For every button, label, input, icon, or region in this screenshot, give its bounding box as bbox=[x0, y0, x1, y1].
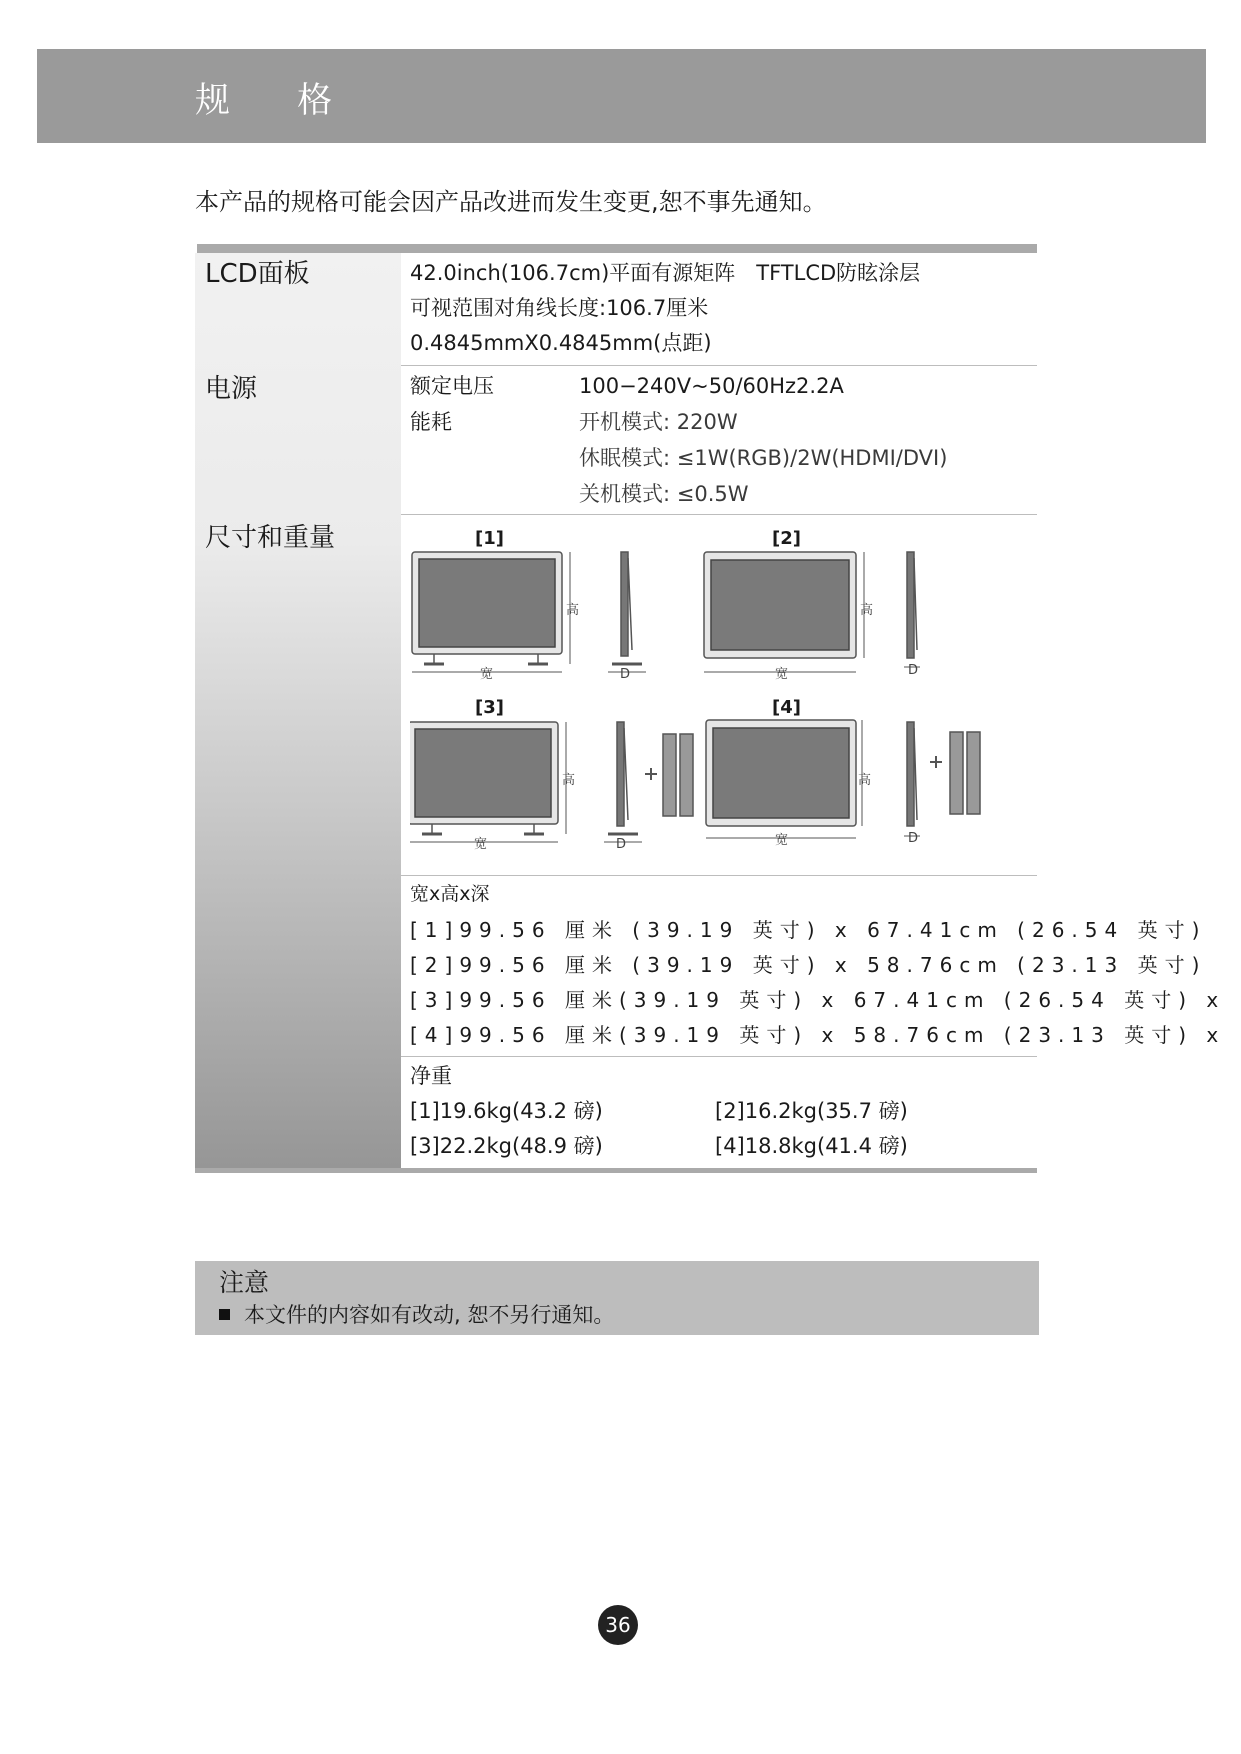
diagram-width-label-6: 宽 bbox=[474, 837, 488, 852]
spec-top-border bbox=[197, 244, 1037, 253]
bullet-icon bbox=[219, 1309, 230, 1320]
weight-1: [1]19.6kg(43.2 磅) bbox=[410, 1099, 603, 1123]
on-mode: 开机模式: 220W bbox=[579, 410, 738, 434]
power-label: 电源 bbox=[205, 374, 258, 404]
dims-row-3: [3]99.56 厘米(39.19 英寸) x 67.41cm (26.54 英寸) x bbox=[410, 988, 1226, 1012]
weight-4: [4]18.8kg(41.4 磅) bbox=[715, 1134, 908, 1158]
divider-power bbox=[401, 514, 1037, 515]
diagram-2-label: [2] bbox=[772, 528, 801, 549]
diagram-3-label: [3] bbox=[475, 697, 504, 718]
diagram-height-label-10: 高 bbox=[858, 773, 872, 788]
diagram-depth-label-11: D bbox=[908, 831, 919, 846]
diagram-height-label-1: 高 bbox=[566, 603, 580, 618]
consumption-label: 能耗 bbox=[410, 410, 452, 434]
lcd-label: LCD面板 bbox=[205, 259, 310, 289]
spec-bottom-border bbox=[195, 1168, 1037, 1173]
spec-table bbox=[195, 244, 1226, 1174]
diagram-height-label-4: 高 bbox=[860, 603, 874, 618]
divider-dims bbox=[401, 1056, 1037, 1057]
off-mode: 关机模式: ≤0.5W bbox=[579, 482, 749, 506]
weight-header: 净重 bbox=[410, 1064, 452, 1088]
dims-header: 宽x高x深 bbox=[410, 883, 490, 905]
note-text: 本文件的内容如有改动, 恕不另行通知。 bbox=[244, 1303, 615, 1327]
weight-2: [2]16.2kg(35.7 磅) bbox=[715, 1099, 908, 1123]
diagram-height-label-7: 高 bbox=[562, 773, 576, 788]
intro-text: 本产品的规格可能会因产品改进而发生变更,恕不事先通知。 bbox=[195, 188, 827, 216]
weight-3: [3]22.2kg(48.9 磅) bbox=[410, 1134, 603, 1158]
lcd-line-2: 可视范围对角线长度:106.7厘米 bbox=[410, 296, 709, 320]
divider-diagrams bbox=[401, 875, 1037, 876]
diagram-4-label: [4] bbox=[772, 697, 801, 718]
lcd-line-3: 0.4845mmX0.4845mm(点距) bbox=[410, 331, 712, 355]
dims-row-4: [4]99.56 厘米(39.19 英寸) x 58.76cm (23.13 英寸) x bbox=[410, 1023, 1226, 1047]
monitor-diagrams bbox=[410, 522, 1037, 862]
diagram-1-label: [1] bbox=[475, 528, 504, 549]
sleep-mode: 休眠模式: ≤1W(RGB)/2W(HDMI/DVI) bbox=[579, 446, 948, 470]
lcd-line-1: 42.0inch(106.7cm)平面有源矩阵 TFTLCD防眩涂层 bbox=[410, 261, 921, 285]
note-title: 注意 bbox=[219, 1268, 270, 1297]
diagram-depth-label-2: D bbox=[620, 667, 631, 682]
page-title: 规 格 bbox=[195, 81, 361, 121]
rated-voltage-label: 额定电压 bbox=[410, 374, 494, 398]
note-box bbox=[195, 1261, 1039, 1335]
rated-voltage-value: 100−240V~50/60Hz2.2A bbox=[579, 374, 844, 398]
dims-row-1: [1]99.56 厘米 (39.19 英寸) x 67.41cm (26.54 英寸) bbox=[410, 918, 1207, 942]
diagram-depth-label-5: D bbox=[908, 663, 919, 678]
divider-lcd bbox=[401, 365, 1037, 366]
dims-row-2: [2]99.56 厘米 (39.19 英寸) x 58.76cm (23.13 英寸) bbox=[410, 953, 1207, 977]
diagram-width-label-0: 宽 bbox=[480, 667, 494, 682]
diagram-width-label-3: 宽 bbox=[775, 667, 789, 682]
page-number: 36 bbox=[598, 1605, 638, 1645]
diagram-depth-label-8: D bbox=[616, 837, 627, 852]
note-body bbox=[219, 1301, 614, 1329]
dimension-diagrams bbox=[410, 522, 1037, 862]
diagram-width-label-9: 宽 bbox=[775, 833, 789, 848]
size-label: 尺寸和重量 bbox=[205, 523, 336, 553]
